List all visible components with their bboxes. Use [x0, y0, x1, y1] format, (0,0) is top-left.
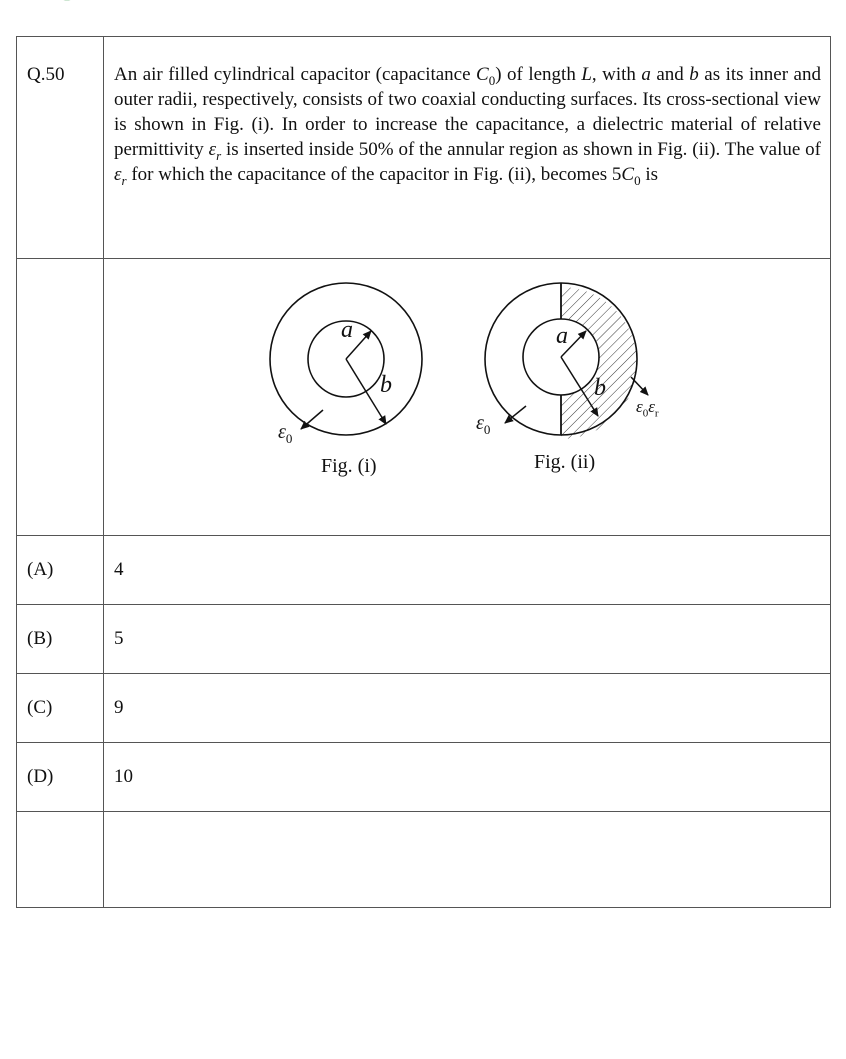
question-text-segment: L	[581, 64, 592, 85]
figure-2-diagram	[485, 279, 651, 449]
question-text-segment: , with	[591, 64, 642, 85]
question-text-segment: and	[650, 64, 690, 85]
question-text-segment: 0	[488, 72, 496, 88]
option-c-label: (C)	[17, 674, 104, 743]
fig2-label-a: a	[556, 323, 568, 349]
question-text-segment: ) of length	[495, 64, 582, 85]
option-d-row[interactable]	[17, 743, 831, 812]
option-a-row[interactable]	[17, 536, 831, 605]
question-text-segment: C	[476, 64, 489, 85]
fig2-caption: Fig. (ii)	[534, 451, 596, 473]
question-text-segment: a	[641, 64, 651, 85]
option-b-row[interactable]	[17, 605, 831, 674]
fig1-label-a: a	[341, 317, 353, 343]
question-text-segment: r	[216, 147, 222, 163]
fig1-label-b: b	[380, 372, 392, 398]
fig2-dielectric-arrow	[631, 377, 648, 395]
question-text-segment: is	[640, 164, 659, 185]
figure-1-diagram	[270, 283, 422, 435]
question-number: Q.50	[17, 37, 104, 259]
logo-arc-icon	[48, 0, 86, 4]
question-text	[104, 37, 830, 187]
question-text-segment: C	[621, 164, 635, 185]
option-a-label: (A)	[17, 536, 104, 605]
option-c-value: 9	[104, 674, 831, 743]
option-c-row[interactable]	[17, 674, 831, 743]
fig2-label-b: b	[594, 375, 606, 401]
figures	[104, 259, 841, 508]
question-text-segment: r	[121, 172, 127, 188]
fig1-label-eps: $\varepsilon_0$	[278, 421, 293, 446]
question-text-segment: b	[689, 64, 699, 85]
question-row	[17, 37, 831, 259]
fig2-label-eps: $\varepsilon_0$	[476, 412, 491, 437]
question-text-segment: An air filled cylindrical capacitor (capacitance	[114, 64, 477, 85]
option-b-label: (B)	[17, 605, 104, 674]
question-table	[16, 36, 831, 908]
question-text-segment: ε	[208, 139, 217, 160]
figure-row	[17, 259, 831, 536]
empty-row	[17, 812, 831, 908]
fig2-label-dielectric: $\varepsilon_0\varepsilon_r$	[636, 397, 659, 420]
question-text-segment: ε	[114, 164, 122, 185]
question-text-segment: as its inner and outer radii, respectively, consists of two coaxial conducting surfaces. Its cross-sectional view is shown in Fig. (i). In order to increase the capacitance, a dielectric material of relative permittivity	[114, 64, 821, 160]
option-b-value: 5	[104, 605, 831, 674]
question-text-segment: for which the capacitance of the capacitor in Fig. (ii), becomes 5	[126, 164, 622, 185]
fig1-caption: Fig. (i)	[321, 455, 377, 477]
option-d-label: (D)	[17, 743, 104, 812]
option-d-value: 10	[104, 743, 831, 812]
question-text-segment: is inserted inside 50% of the annular region as shown in Fig. (ii). The value of	[221, 139, 821, 160]
question-text-segment: 0	[634, 172, 641, 188]
option-a-value: 4	[104, 536, 831, 605]
